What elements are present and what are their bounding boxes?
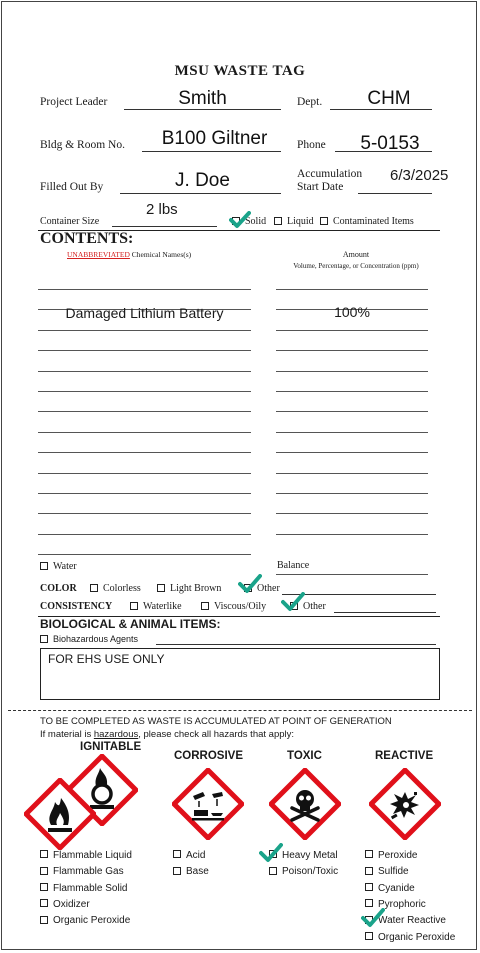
amount-line[interactable]	[276, 391, 428, 392]
chemical-name-line[interactable]	[38, 371, 251, 372]
lightbrown-check-icon	[238, 574, 262, 594]
amount-line[interactable]	[276, 432, 428, 433]
container-solid-option[interactable]: Solid	[232, 216, 266, 227]
chemical-name-line[interactable]	[38, 534, 251, 535]
chemical-name-line[interactable]	[38, 452, 251, 453]
chemical-name-line[interactable]	[38, 350, 251, 351]
amount-line[interactable]	[276, 289, 428, 290]
ignitable-option[interactable]: Organic Peroxide	[40, 915, 130, 926]
corrosive-option[interactable]: Base	[173, 866, 209, 877]
start-date-field[interactable]: 6/3/2025	[390, 167, 449, 184]
water-option[interactable]: Water	[40, 561, 77, 572]
toxic-option[interactable]: Poison/Toxic	[269, 866, 338, 877]
dept-field[interactable]: CHM	[367, 88, 411, 109]
chemical-name-line[interactable]	[38, 473, 251, 474]
bio-agents-option[interactable]: Biohazardous Agents	[40, 634, 138, 644]
amount-line[interactable]	[276, 350, 428, 351]
toxic-title: TOXIC	[287, 750, 322, 762]
color-lightbrown-option[interactable]: Light Brown	[157, 583, 221, 594]
corrosive-title: CORROSIVE	[174, 750, 244, 762]
container-size-label: Container Size	[40, 216, 100, 227]
chemical-name-line[interactable]	[38, 391, 251, 392]
dept-label: Dept.	[297, 96, 323, 108]
ignitable-option[interactable]: Flammable Gas	[40, 866, 124, 877]
ignitable-option[interactable]: Flammable Solid	[40, 883, 127, 894]
contents-heading: CONTENTS:	[40, 230, 134, 247]
consistency-other-check-icon	[281, 592, 305, 612]
chemical-name-line[interactable]	[38, 330, 251, 331]
amount-line[interactable]	[276, 473, 428, 474]
ignitable-option[interactable]: Oxidizer	[40, 899, 90, 910]
flammable-pictogram-icon	[24, 778, 96, 850]
project-leader-label: Project Leader	[40, 96, 108, 108]
corrosive-pictogram-icon	[172, 768, 244, 840]
hazard-instruction-1: TO BE COMPLETED AS WASTE IS ACCUMULATED AT POINT OF GENERATION	[40, 716, 392, 727]
reactive-option[interactable]: Pyrophoric	[365, 899, 426, 910]
amount-line[interactable]	[276, 493, 428, 494]
tag-title: MSU WASTE TAG	[174, 63, 306, 79]
chemical-name-line[interactable]	[38, 493, 251, 494]
amount-line[interactable]	[276, 534, 428, 535]
reactive-option[interactable]: Peroxide	[365, 850, 417, 861]
reactive-option[interactable]: Water Reactive	[365, 915, 446, 926]
reactive-option[interactable]: Organic Peroxide	[365, 932, 455, 943]
bldg-field[interactable]: B100 Giltner	[161, 128, 268, 149]
consistency-waterlike-option[interactable]: Waterlike	[130, 601, 182, 612]
reactive-title: REACTIVE	[375, 750, 434, 762]
chemical-name-line[interactable]	[38, 513, 251, 514]
bldg-label: Bldg & Room No.	[40, 139, 125, 151]
color-colorless-option[interactable]: Colorless	[90, 583, 141, 594]
ignitable-title: IGNITABLE	[80, 741, 142, 753]
consistency-viscous-option[interactable]: Viscous/Oily	[201, 601, 266, 612]
consistency-other-option[interactable]: Other	[290, 601, 326, 612]
amount-line[interactable]	[276, 452, 428, 453]
container-liquid-option[interactable]: Liquid	[274, 216, 314, 227]
phone-label: Phone	[297, 139, 326, 151]
amount-column-header: Amount	[342, 250, 370, 259]
explosive-pictogram-icon	[369, 768, 441, 840]
bio-heading: BIOLOGICAL & ANIMAL ITEMS:	[40, 617, 221, 631]
hazard-instruction-2: If material is hazardous, please check all hazards that apply:	[40, 729, 295, 740]
chemical-name-entry[interactable]: Damaged Lithium Battery	[65, 305, 224, 321]
phone-field[interactable]: 5-0153	[360, 133, 420, 154]
corrosive-option[interactable]: Acid	[173, 850, 205, 861]
amount-column-subheader: Volume, Percentage, or Concentration (ppm)	[293, 262, 419, 270]
accumulation-label: Accumulation	[297, 168, 363, 180]
reactive-option[interactable]: Sulfide	[365, 866, 409, 877]
project-leader-field[interactable]: Smith	[178, 88, 227, 109]
color-other-option[interactable]: Other	[244, 583, 280, 594]
chemical-name-line[interactable]	[38, 432, 251, 433]
water-reactive-check-icon	[361, 908, 385, 928]
amount-line[interactable]	[276, 513, 428, 514]
amount-line[interactable]	[276, 371, 428, 372]
chemical-name-line[interactable]	[38, 411, 251, 412]
ehs-box	[40, 648, 440, 700]
ignitable-option[interactable]: Flammable Liquid	[40, 850, 132, 861]
toxic-skull-pictogram-icon	[269, 768, 341, 840]
cut-line	[8, 710, 472, 711]
reactive-option[interactable]: Cyanide	[365, 883, 415, 894]
amount-line[interactable]	[276, 411, 428, 412]
heavy-metal-check-icon	[259, 843, 283, 863]
toxic-option[interactable]: Heavy Metal	[269, 850, 338, 861]
amount-entry[interactable]: 100%	[334, 304, 370, 320]
consistency-label: CONSISTENCY	[40, 601, 113, 612]
container-size-field[interactable]: 2 lbs	[146, 201, 178, 218]
chemical-name-line[interactable]	[38, 289, 251, 290]
solid-check-icon	[229, 211, 251, 229]
container-contaminated-option[interactable]: Contaminated Items	[320, 216, 414, 227]
filled-by-label: Filled Out By	[40, 181, 104, 193]
start-date-label: Start Date	[297, 181, 344, 193]
ehs-label: FOR EHS USE ONLY	[48, 652, 165, 666]
amount-line[interactable]	[276, 330, 428, 331]
names-column-header: UNABBREVIATED Chemical Names(s)	[67, 250, 192, 259]
balance-label: Balance	[277, 560, 310, 571]
color-label: COLOR	[40, 583, 77, 594]
filled-by-field[interactable]: J. Doe	[175, 170, 230, 191]
